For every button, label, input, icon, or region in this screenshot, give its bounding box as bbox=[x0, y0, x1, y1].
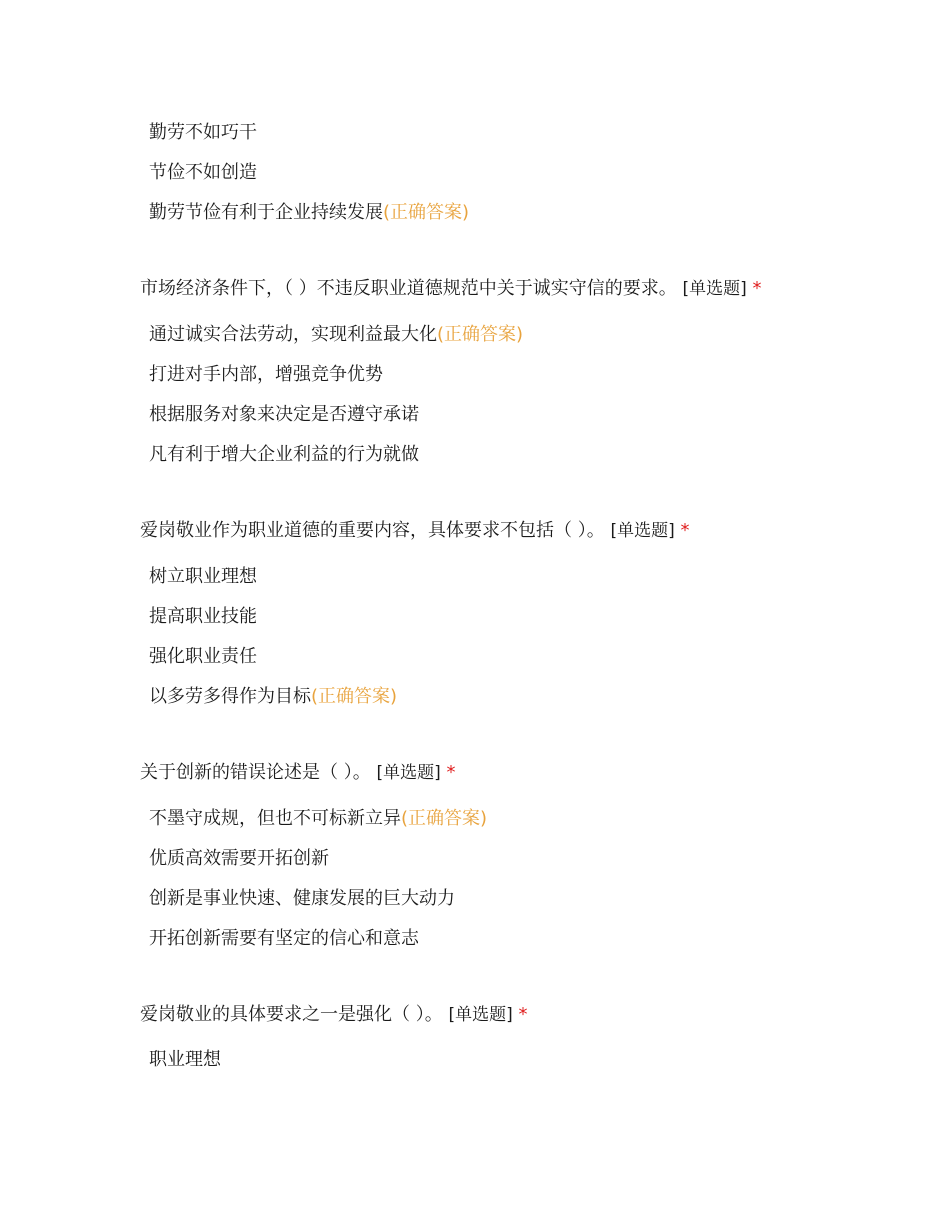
option-item[interactable] bbox=[149, 565, 257, 589]
option-text: 强化职业责任 bbox=[149, 646, 257, 667]
correct-answer-mark: (正确答案) bbox=[401, 808, 488, 829]
required-mark: * bbox=[518, 1004, 528, 1025]
option-text: 勤劳不如巧干 bbox=[149, 122, 257, 143]
correct-answer-mark: (正确答案) bbox=[383, 202, 470, 223]
option-text: 节俭不如创造 bbox=[149, 162, 257, 183]
correct-answer-mark: (正确答案) bbox=[437, 324, 524, 345]
question-title bbox=[140, 1003, 527, 1027]
required-mark: * bbox=[752, 278, 762, 299]
option-item[interactable] bbox=[149, 403, 419, 427]
option-text: 凡有利于增大企业利益的行为就做 bbox=[149, 444, 419, 465]
question-text: 爱岗敬业的具体要求之一是强化（ ）。 bbox=[140, 1004, 443, 1025]
option-text: 根据服务对象来决定是否遵守承诺 bbox=[149, 404, 419, 425]
option-item[interactable] bbox=[149, 847, 329, 871]
question-title bbox=[140, 761, 455, 785]
option-item[interactable] bbox=[149, 645, 257, 669]
option-item[interactable] bbox=[149, 1048, 221, 1072]
question-text: 爱岗敬业作为职业道德的重要内容，具体要求不包括（ ）。 bbox=[140, 520, 605, 541]
option-text: 职业理想 bbox=[149, 1049, 221, 1070]
required-mark: * bbox=[680, 520, 690, 541]
question-type: [单选题] bbox=[448, 1005, 513, 1025]
question-type: [单选题] bbox=[376, 763, 441, 783]
option-item[interactable] bbox=[149, 807, 487, 831]
option-item[interactable] bbox=[149, 443, 419, 467]
option-item[interactable] bbox=[149, 161, 257, 185]
option-item[interactable] bbox=[149, 605, 257, 629]
question-title bbox=[140, 277, 761, 301]
correct-answer-mark: (正确答案) bbox=[311, 686, 398, 707]
option-item[interactable] bbox=[149, 363, 383, 387]
option-text: 提高职业技能 bbox=[149, 606, 257, 627]
question-type: [单选题] bbox=[682, 279, 747, 299]
option-text: 勤劳节俭有利于企业持续发展 bbox=[149, 202, 383, 223]
question-title bbox=[140, 519, 689, 543]
option-item[interactable] bbox=[149, 685, 397, 709]
question-text: 市场经济条件下，（ ）不违反职业道德规范中关于诚实守信的要求。 bbox=[140, 278, 677, 299]
option-text: 不墨守成规，但也不可标新立异 bbox=[149, 808, 401, 829]
option-item[interactable] bbox=[149, 121, 257, 145]
option-item[interactable] bbox=[149, 927, 419, 951]
option-text: 打进对手内部，增强竞争优势 bbox=[149, 364, 383, 385]
option-text: 通过诚实合法劳动，实现利益最大化 bbox=[149, 324, 437, 345]
question-text: 关于创新的错误论述是（ ）。 bbox=[140, 762, 371, 783]
required-mark: * bbox=[446, 762, 456, 783]
option-text: 开拓创新需要有坚定的信心和意志 bbox=[149, 928, 419, 949]
option-text: 创新是事业快速、健康发展的巨大动力 bbox=[149, 888, 455, 909]
option-text: 优质高效需要开拓创新 bbox=[149, 848, 329, 869]
option-text: 以多劳多得作为目标 bbox=[149, 686, 311, 707]
question-type: [单选题] bbox=[610, 521, 675, 541]
option-item[interactable] bbox=[149, 323, 523, 347]
option-item[interactable] bbox=[149, 887, 455, 911]
option-text: 树立职业理想 bbox=[149, 566, 257, 587]
option-item[interactable] bbox=[149, 201, 469, 225]
